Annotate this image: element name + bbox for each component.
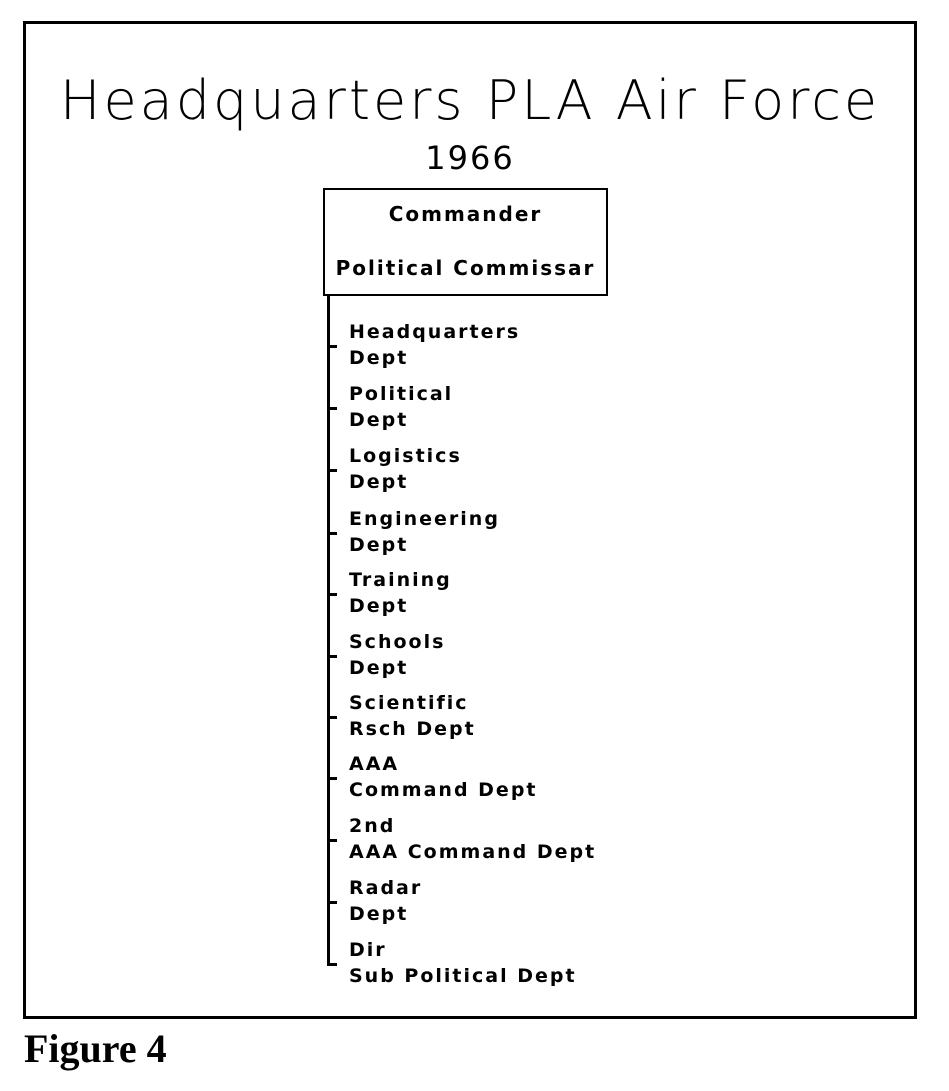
- dept-label-line1: Schools: [349, 631, 446, 653]
- dept-label-line2: Dept: [349, 534, 409, 556]
- dept-connector-tick: [327, 593, 337, 596]
- dept-connector-tick: [327, 407, 337, 410]
- dept-label-line1: Political: [349, 383, 454, 405]
- dept-label-line1: Engineering: [349, 508, 500, 530]
- political-commissar-label: Political Commissar: [335, 256, 596, 280]
- dept-label-line2: Dept: [349, 409, 409, 431]
- dept-label-line1: Dir: [349, 939, 387, 961]
- dept-label-line2: Dept: [349, 347, 409, 369]
- dept-label-line2: Sub Political Dept: [349, 965, 577, 987]
- dept-connector-tick: [327, 839, 337, 842]
- dept-label-line2: Rsch Dept: [349, 718, 476, 740]
- dept-label-line1: AAA: [349, 753, 400, 775]
- dept-connector-tick: [327, 345, 337, 348]
- dept-label-line2: Dept: [349, 903, 409, 925]
- commander-label: Commander: [388, 202, 543, 226]
- dept-label-line2: Dept: [349, 471, 409, 493]
- diagram-title: Headquarters PLA Air Force: [59, 69, 881, 132]
- dept-label-line1: 2nd: [349, 815, 396, 837]
- dept-connector-tick: [327, 655, 337, 658]
- dept-label-line2: Command Dept: [349, 779, 538, 801]
- diagram-year: 1966: [425, 139, 515, 177]
- org-connector-line: [327, 296, 330, 966]
- dept-connector-tick: [327, 716, 337, 719]
- dept-label-line1: Logistics: [349, 445, 462, 467]
- figure-caption: Figure 4: [24, 1026, 167, 1071]
- dept-connector-tick: [327, 532, 337, 535]
- dept-connector-tick: [327, 777, 337, 780]
- dept-label-line1: Radar: [349, 877, 423, 899]
- dept-label-line2: Dept: [349, 595, 409, 617]
- dept-label-line1: Scientific: [349, 692, 469, 714]
- dept-label-line1: Training: [349, 569, 452, 591]
- dept-label-line1: Headquarters: [349, 321, 521, 343]
- dept-connector-tick: [327, 469, 337, 472]
- dept-connector-tick: [327, 963, 337, 966]
- dept-label-line2: AAA Command Dept: [349, 841, 597, 863]
- command-box: [323, 188, 608, 296]
- dept-label-line2: Dept: [349, 657, 409, 679]
- dept-connector-tick: [327, 901, 337, 904]
